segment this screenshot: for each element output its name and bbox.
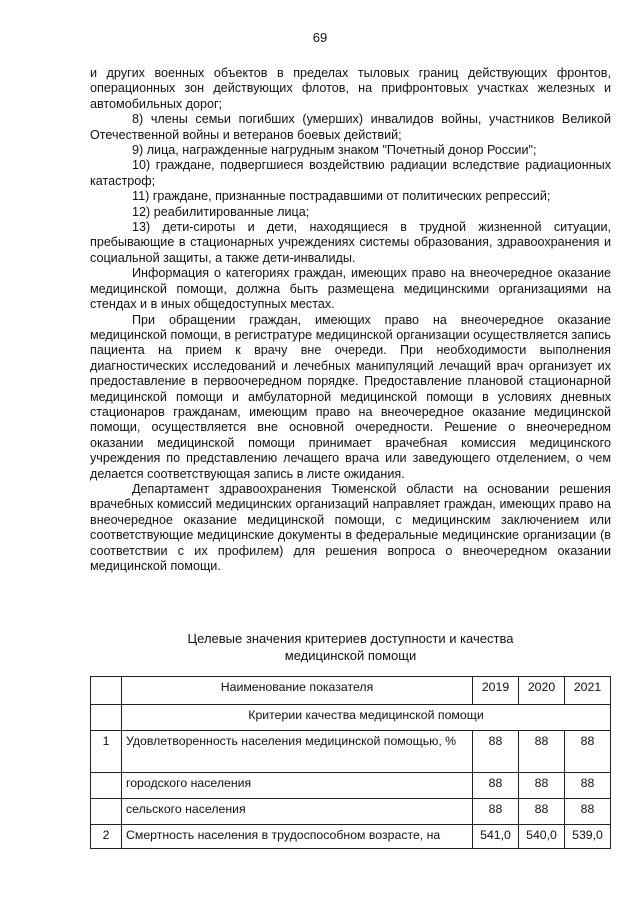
row-num-cell [91, 773, 122, 799]
header-year-cell: 2020 [519, 677, 565, 705]
section-num-cell [91, 705, 122, 731]
paragraph: 9) лица, награжденные нагрудным знаком "Почетный донор России"; [132, 143, 537, 158]
row-value-cell: 88 [565, 799, 611, 825]
row-value-cell: 88 [473, 799, 519, 825]
paragraph: При обращении граждан, имеющих право на внеочередное оказание медицинской помощи, в регистратуре медицинской организации осуществляется запись пациента на прием к врачу вне очереди. При необходимости выполнения диагностических исследований и лечебных манипуляций лечащий врач организует их предоставление в первоочередном порядке. Предоставление плановой стационарной медицинской помощи и амбулаторной медицинской помощи в условиях дневных стационаров гражданам, имеющим право на внеочередное оказание медицинской помощи, осуществляется вне основной очередности. Решение о внеочередном оказании медицинской помощи принимает врачебная комиссия медицинского учреждения по представлению лечащего врача или заведующего отделением, о чем делается соответствующая запись в листе ожидания. [90, 312, 611, 481]
table-row [91, 731, 611, 773]
paragraph: 12) реабилитированные лица; [132, 204, 310, 219]
paragraph: 8) члены семьи погибших (умерших) инвалидов войны, участников Великой Отечественной войны и ветеранов боевых действий; [90, 112, 611, 142]
row-value-cell: 539,0 [565, 825, 611, 849]
row-name-cell: Смертность населения в трудоспособном возрасте, на [122, 825, 473, 849]
criteria-table [90, 676, 611, 849]
table-title [90, 630, 611, 664]
row-name-cell: городского населения [122, 773, 473, 799]
table-section-row [91, 705, 611, 731]
row-value-cell: 88 [473, 731, 519, 773]
row-num-cell: 1 [91, 731, 122, 773]
section-title-cell: Критерии качества медицинской помощи [122, 705, 611, 731]
paragraph: 11) граждане, признанные пострадавшими от политических репрессий; [132, 189, 551, 204]
header-year-cell: 2021 [565, 677, 611, 705]
header-name-cell: Наименование показателя [122, 677, 473, 705]
body-text [90, 66, 611, 574]
row-name-cell: сельского населения [122, 799, 473, 825]
table-row [91, 799, 611, 825]
row-value-cell: 88 [565, 773, 611, 799]
paragraph: Информация о категориях граждан, имеющих право на внеочередное оказание медицинской помощи, должна быть размещена медицинскими организациями на стендах и в иных общедоступных местах. [90, 266, 611, 312]
row-value-cell: 540,0 [519, 825, 565, 849]
row-value-cell: 88 [473, 773, 519, 799]
row-value-cell: 88 [519, 773, 565, 799]
table-title-line: медицинской помощи [284, 648, 417, 663]
row-num-cell [91, 799, 122, 825]
header-year-cell: 2019 [473, 677, 519, 705]
row-value-cell: 88 [565, 731, 611, 773]
paragraph: и других военных объектов в пределах тыловых границ действующих фронтов, операционных зон действующих флотов, на прифронтовых участках железных и автомобильных дорог; [90, 66, 611, 111]
row-name-cell: Удовлетворенность населения медицинской помощью, % [122, 731, 473, 773]
table-header-row [91, 677, 611, 705]
row-value-cell: 88 [519, 731, 565, 773]
table-title-line: Целевые значения критериев доступности и качества [187, 631, 514, 646]
row-value-cell: 541,0 [473, 825, 519, 849]
row-num-cell: 2 [91, 825, 122, 849]
header-num-cell [91, 677, 122, 705]
page-number: 69 [312, 30, 328, 45]
paragraph: Департамент здравоохранения Тюменской области на основании решения врачебных комиссий медицинских организаций направляет граждан, имеющих право на внеочередное оказание медицинской помощи, с медицинским заключением или соответствующие медицинские документы в федеральные медицинские организации (в соответствии с их профилем) для решения вопроса о внеочередном оказании медицинской помощи. [90, 481, 611, 573]
row-value-cell: 88 [519, 799, 565, 825]
paragraph: 10) граждане, подвергшиеся воздействию радиации вследствие радиационных катастроф; [90, 158, 611, 188]
table-row [91, 773, 611, 799]
table-row [91, 825, 611, 849]
paragraph: 13) дети-сироты и дети, находящиеся в трудной жизненной ситуации, пребывающие в стационарных учреждениях системы образования, здравоохранения и социальной защиты, а также дети-инвалиды. [90, 220, 611, 265]
